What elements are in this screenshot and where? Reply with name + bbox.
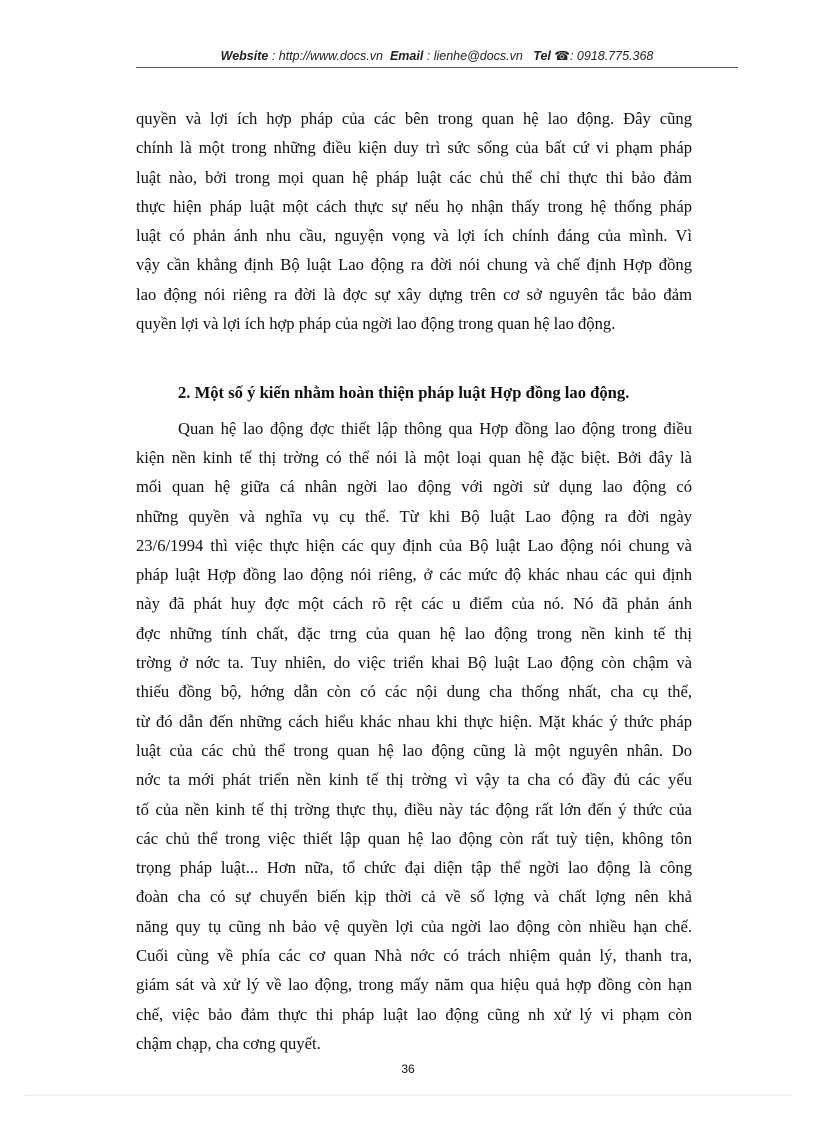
text-line: quyền và lợi ích hợp pháp của các bên trong quan hệ lao động. Đây cũng — [136, 109, 692, 128]
text-line: những quyền và nghĩa vụ cụ thể. Từ khi Bộ luật Lao động ra đời ngày — [136, 506, 692, 526]
text-line: trờng ở nớc ta. Tuy nhiên, do việc triển khai Bộ luật Lao động còn chậm và — [136, 653, 692, 673]
email-value: : lienhe@docs.vn — [426, 49, 523, 63]
tel-value: : 0918.775.368 — [569, 49, 654, 63]
website-label: Website — [220, 49, 269, 63]
header-divider — [136, 67, 738, 68]
text-line: lao động nói riêng ra đời là đợc sự xây dựng trên cơ sở nguyên tắc bảo đảm — [136, 284, 692, 304]
text-line: pháp luật Hợp đồng lao động nói riêng, ở các mức độ khác nhau các qui định — [136, 565, 692, 585]
text-line: quyền lợi và lợi ích hợp pháp của ngời lao động trong quan hệ lao động. — [136, 314, 616, 334]
text-line: giám sát và xử lý về lao động, trong mấy năm qua hiệu quả hợp đồng còn hạn — [136, 975, 692, 995]
section-heading: 2. Một số ý kiến nhằm hoàn thiện pháp luật Hợp đồng lao động. — [178, 383, 630, 403]
text-line: đợc những tính chất, đặc trng của quan hệ lao động trong nền kinh tế thị — [136, 623, 692, 643]
email-label: Email — [389, 49, 424, 63]
text-line: đoàn cha có sự chuyển biến kịp thời cả về số lợng và chất lợng nên khả — [136, 887, 692, 907]
text-line: Quan hệ lao động đợc thiết lập thông qua Hợp đồng lao động trong điều — [178, 418, 692, 438]
text-line: vậy cần khẳng định Bộ luật Lao động ra đời nói chung và chế định Hợp đồng — [136, 255, 692, 275]
tel-label: Tel — [533, 49, 551, 63]
text-line: luật nào, bởi trong mọi quan hệ pháp luật các chủ thể chỉ thực thi bảo đảm — [136, 167, 692, 187]
text-line: thực hiện pháp luật một cách thực sự nếu họ nhận thấy trong hệ thống pháp — [136, 196, 692, 216]
text-line: Cuối cùng về phía các cơ quan Nhà nớc có trách nhiệm quản lý, thanh tra, — [136, 946, 692, 966]
text-line: luật có phản ánh nhu cầu, nguyện vọng và lợi ích chính đáng của mình. Vì — [136, 226, 692, 246]
text-line: kiện nền kinh tế thị trờng có thể nói là một loại quan hệ đặc biệt. Bởi đây là — [136, 447, 692, 467]
paragraph-2 — [136, 414, 692, 1059]
text-line: này đã phát huy đợc một cách rõ rệt các u điểm của nó. Nó đã phản ánh — [136, 594, 692, 614]
text-line: thiếu đồng bộ, hớng dẫn còn có các nội dung cha thống nhất, cha cụ thể, — [136, 682, 692, 702]
text-line: năng quy tụ cũng nh bảo vệ quyền lợi của ngời lao động còn nhiều hạn chế. — [136, 916, 692, 936]
phone-icon: ☎ — [554, 49, 570, 63]
text-line: chính là một trong những điều kiện duy trì sức sống của bất cứ vi phạm pháp — [136, 138, 692, 158]
text-line: các chủ thể trong việc thiết lập quan hệ lao động còn rất tuỳ tiện, không tôn — [136, 828, 692, 848]
page-number: 36 — [401, 1062, 415, 1076]
bottom-divider — [24, 1095, 792, 1096]
text-line: tố của nền kinh tế thị trờng thực thụ, điều này tác động rất lớn đến ý thức của — [136, 799, 692, 819]
text-line: nớc ta mới phát triển nền kinh tế thị trờng vì vậy ta cha có đầy đủ các yếu — [136, 770, 692, 790]
text-line: chậm chạp, cha cơng quyết. — [136, 1033, 321, 1053]
text-line: từ đó dẫn đến những cách hiểu khác nhau khi thực hiện. Mặt khác ý thức pháp — [136, 711, 692, 731]
page-content — [136, 104, 692, 1058]
text-line: mối quan hệ giữa cá nhân ngời lao động với ngời sử dụng lao động có — [136, 477, 692, 497]
text-line: chế, việc bảo đảm thực thi pháp luật lao động cũng nh xử lý vi phạm còn — [136, 1004, 692, 1024]
website-value: : http://www.docs.vn — [271, 49, 383, 63]
paragraph-1 — [136, 104, 692, 338]
text-line: 23/6/1994 thì việc thực hiện các quy định của Bộ luật Lao động nói chung và — [136, 535, 692, 555]
page-header — [136, 48, 738, 63]
text-line: luật của các chủ thể trong quan hệ lao động cũng là một nguyên nhân. Do — [136, 740, 692, 760]
text-line: trọng pháp luật... Hơn nữa, tổ chức đại diện tập thể ngời lao động là công — [136, 858, 692, 878]
